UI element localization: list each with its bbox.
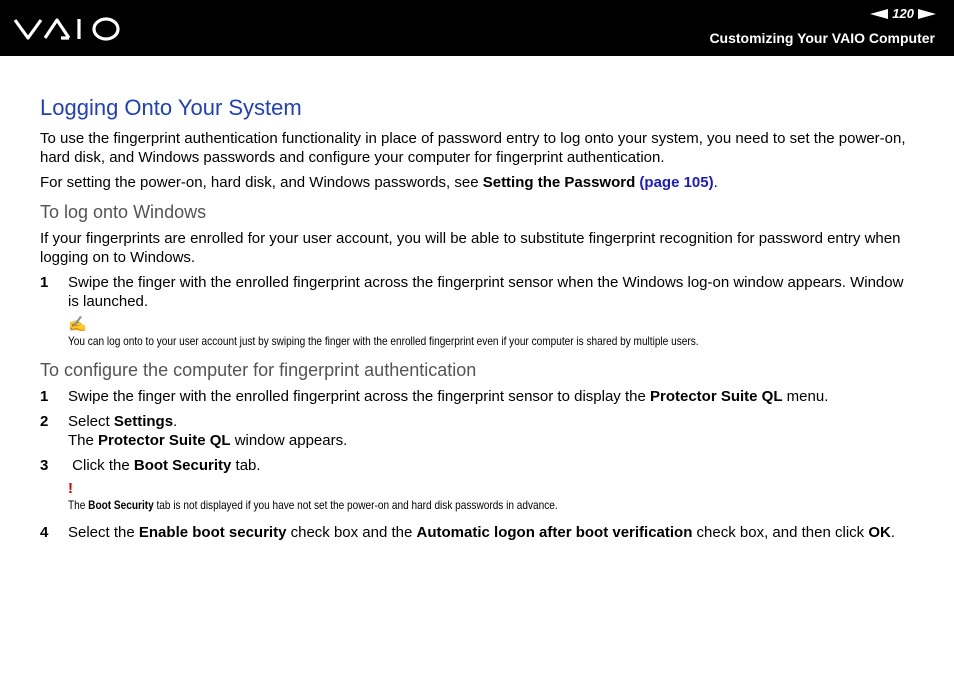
configure-step-4 — [40, 523, 915, 542]
windows-note — [68, 317, 915, 349]
step-text-part: . — [890, 524, 895, 541]
protector-suite-menu-label: Protector Suite QL — [649, 388, 783, 405]
page-title: Logging Onto Your System — [40, 95, 302, 120]
reference-end: . — [713, 174, 718, 191]
step-text-part: menu. — [782, 388, 829, 405]
configure-step-2 — [40, 412, 915, 450]
boot-security-tab-label: Boot Security — [133, 457, 232, 474]
step-number: 4 — [40, 524, 49, 541]
warning-text-part: The — [68, 498, 89, 512]
step-text-part: The — [68, 432, 99, 449]
configure-fingerprint-heading: To configure the computer for fingerprint authentication — [40, 360, 477, 380]
configure-step-3 — [40, 456, 915, 475]
boot-security-warning — [68, 481, 915, 513]
page-content — [40, 94, 915, 548]
passwords-reference-paragraph — [40, 173, 915, 192]
page-number: 120 — [892, 6, 914, 21]
settings-label: Settings — [113, 413, 174, 430]
next-page-arrow-icon[interactable] — [918, 9, 936, 19]
boot-security-label: Boot Security — [88, 498, 154, 512]
warning-text — [68, 497, 779, 513]
warning-text-part: tab is not displayed if you have not set the power-on and hard disk passwords in advance. — [153, 498, 558, 512]
note-text: You can log onto to your user account just by swiping the finger with the enrolled fingerprint even if your computer is shared by multiple users. — [68, 334, 699, 348]
note-pencil-icon: ✍ — [68, 316, 87, 333]
step-text-part: window appears. — [230, 432, 348, 449]
windows-intro-paragraph: If your fingerprints are enrolled for your user account, you will be able to substitute fingerprint recognition for password entry when logging on to Windows. — [40, 230, 901, 266]
page-header — [0, 0, 954, 56]
step-text-part: Select — [68, 413, 114, 430]
ok-label: OK — [868, 524, 891, 541]
step-number: 1 — [40, 274, 49, 291]
intro-paragraph: To use the fingerprint authentication functionality in place of password entry to log onto your system, you need to set the power-on, hard disk, and Windows passwords and configure your computer for fingerprint authentication. — [40, 130, 906, 166]
step-text-part: Select the — [68, 524, 139, 541]
previous-page-arrow-icon[interactable] — [870, 9, 888, 19]
step-number: 2 — [40, 413, 49, 430]
page-105-link[interactable]: (page 105) — [639, 174, 714, 191]
step-text-part: . — [173, 413, 178, 430]
section-title: Customizing Your VAIO Computer — [709, 30, 935, 46]
step-text — [68, 412, 915, 450]
windows-logon-heading: To log onto Windows — [40, 202, 207, 222]
step-text: Swipe the finger with the enrolled fingerprint across the fingerprint sensor when the Windows log-on window appears. Window is launched. — [68, 274, 904, 310]
automatic-logon-label: Automatic logon after boot verification — [416, 524, 693, 541]
step-number: 3 — [40, 457, 49, 474]
enable-boot-security-label: Enable boot security — [138, 524, 287, 541]
windows-step-1 — [40, 273, 915, 311]
step-number: 1 — [40, 388, 49, 405]
step-text — [68, 523, 915, 542]
protector-suite-window-label: Protector Suite QL — [98, 432, 231, 449]
step-text — [68, 387, 915, 406]
page-navigation — [870, 6, 936, 21]
step-text-part: Click the — [68, 457, 134, 474]
step-text — [68, 456, 915, 475]
step-text-part: check box, and then click — [692, 524, 869, 541]
reference-text: For setting the power-on, hard disk, and Windows passwords, see — [40, 174, 483, 191]
setting-password-topic: Setting the Password — [482, 174, 636, 191]
step-text-part: tab. — [231, 457, 261, 474]
configure-step-1 — [40, 387, 915, 406]
warning-exclamation-icon: ! — [68, 480, 73, 497]
vaio-logo — [13, 16, 123, 47]
step-text-part: check box and the — [286, 524, 417, 541]
step-text-part: Swipe the finger with the enrolled fingerprint across the fingerprint sensor to display the — [68, 388, 650, 405]
